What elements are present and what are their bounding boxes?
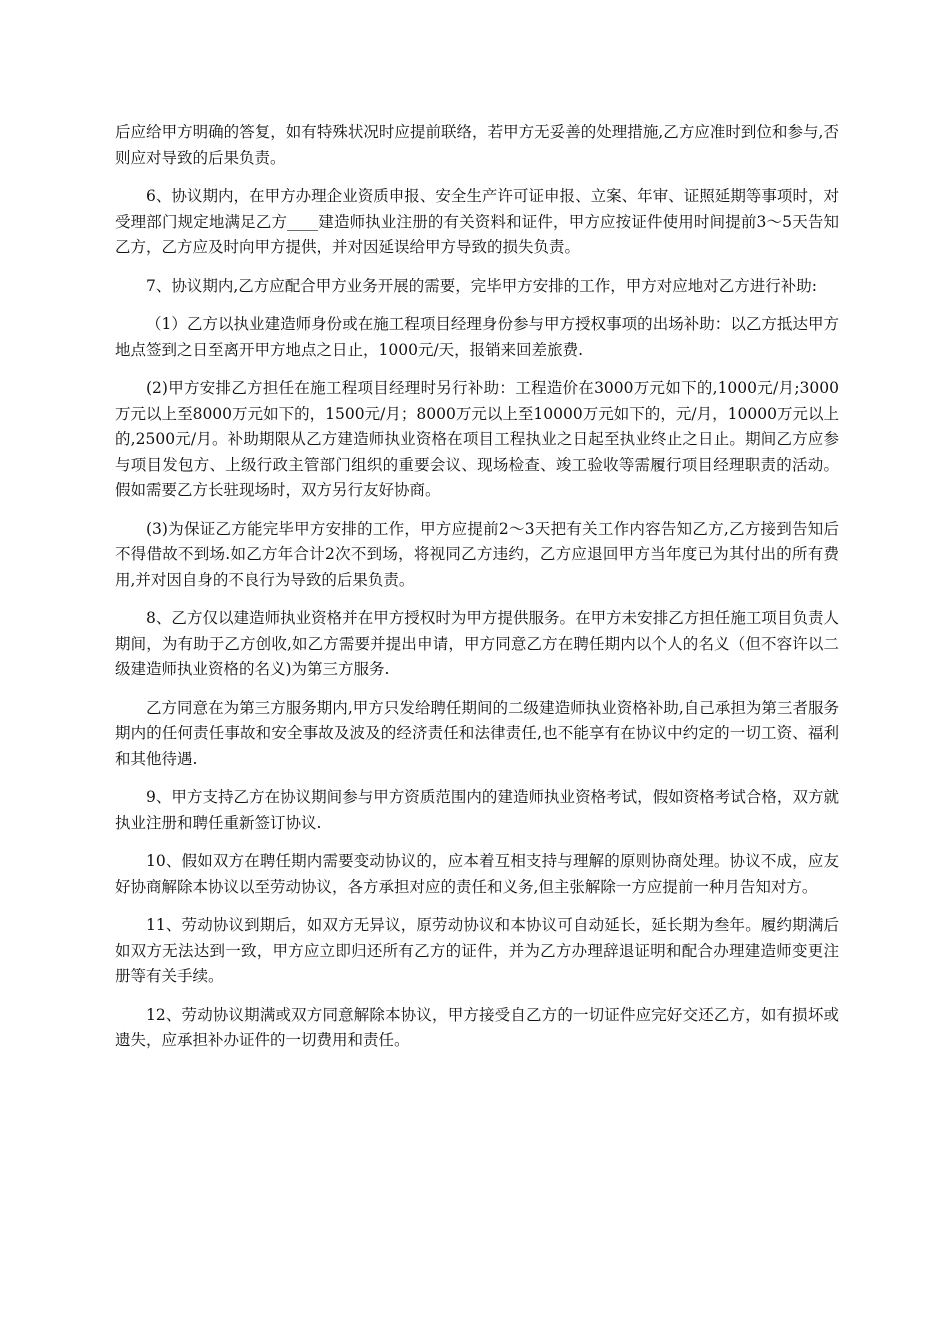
paragraph-clause-7-item-3: (3)为保证乙方能完毕甲方安排的工作，甲方应提前2～3天把有关工作内容告知乙方,乙方接到告知后不得借故不到场.如乙方年合计2次不到场，将视同乙方违约，乙方应退回甲方当年度已为其付出的所有费用,并对因自身的不良行为导致的后果负责。 bbox=[115, 519, 839, 589]
paragraph-clause-6: 6、协议期内，在甲方办理企业资质申报、安全生产许可证申报、立案、年审、证照延期等事项时，对受理部门规定地满足乙方____建造师执业注册的有关资料和证件，甲方应按证件使用时间提前3～5天告知乙方，乙方应及时向甲方提供，并对因延误给甲方导致的损失负责。 bbox=[115, 187, 839, 256]
paragraph-clause-8-continued: 乙方同意在为第三方服务期内,甲方只发给聘任期间的二级建造师执业资格补助,自己承担为第三者服务期内的任何责任事故和安全事故及波及的经济责任和法律责任,也不能享有在协议中约定的一切工资、福利和其他待遇. bbox=[115, 698, 839, 768]
paragraph-clause-7: 7、协议期内,乙方应配合甲方业务开展的需要，完毕甲方安排的工作，甲方对应地对乙方进行补助: bbox=[146, 276, 818, 295]
paragraph-clause-10: 10、假如双方在聘任期内需要变动协议的，应本着互相支持与理解的原则协商处理。协议不成，应友好协商解除本协议以至劳动协议，各方承担对应的责任和义务,但主张解除一方应提前一种月告知对方。 bbox=[115, 852, 839, 896]
paragraph-continuation: 后应给甲方明确的答复，如有特殊状况时应提前联络，若甲方无妥善的处理措施,乙方应准时到位和参与,否则应对导致的后果负责。 bbox=[115, 123, 839, 167]
paragraph-clause-12: 12、劳动协议期满或双方同意解除本协议，甲方接受自乙方的一切证件应完好交还乙方，如有损坏或遗失，应承担补办证件的一切费用和责任。 bbox=[115, 1005, 839, 1049]
paragraph-clause-8: 8、乙方仅以建造师执业资格并在甲方授权时为甲方提供服务。在甲方未安排乙方担任施工项目负责人期间，为有助于乙方创收,如乙方需要并提出申请，甲方同意乙方在聘任期内以个人的名义（但不容许以二级建造师执业资格的名义)为第三方服务. bbox=[115, 609, 839, 678]
paragraph-clause-7-item-2: (2)甲方安排乙方担任在施工程项目经理时另行补助：工程造价在3000万元如下的,1000元/月;3000万元以上至8000万元如下的，1500元/月；8000万元以上至10000万元如下的，元/月，10000万元以上的,2500元/月。补助期限从乙方建造师执业资格在项目工程执业之日起至执业终止之日止。期间乙方应参与项目发包方、上级行政主管部门组织的重要会议、现场检查、竣工验收等需履行项目经理职责的活动。假如需要乙方长驻现场时，双方另行友好协商。 bbox=[115, 379, 839, 499]
paragraph-clause-9: 9、甲方支持乙方在协议期间参与甲方资质范围内的建造师执业资格考试，假如资格考试合格，双方就执业注册和聘任重新签订协议. bbox=[115, 788, 839, 832]
paragraph-clause-11: 11、劳动协议到期后，如双方无异议，原劳动协议和本协议可自动延长，延长期为叁年。履约期满后如双方无法达到一致，甲方应立即归还所有乙方的证件，并为乙方办理辞退证明和配合办理建造师变更注册等有关手续。 bbox=[115, 916, 839, 985]
document-body bbox=[115, 120, 839, 1067]
paragraph-clause-7-item-1: （1）乙方以执业建造师身份或在施工程项目经理身份参与甲方授权事项的出场补助：以乙方抵达甲方地点签到之日至离开甲方地点之日止，1000元/天，报销来回差旅费. bbox=[115, 315, 839, 359]
